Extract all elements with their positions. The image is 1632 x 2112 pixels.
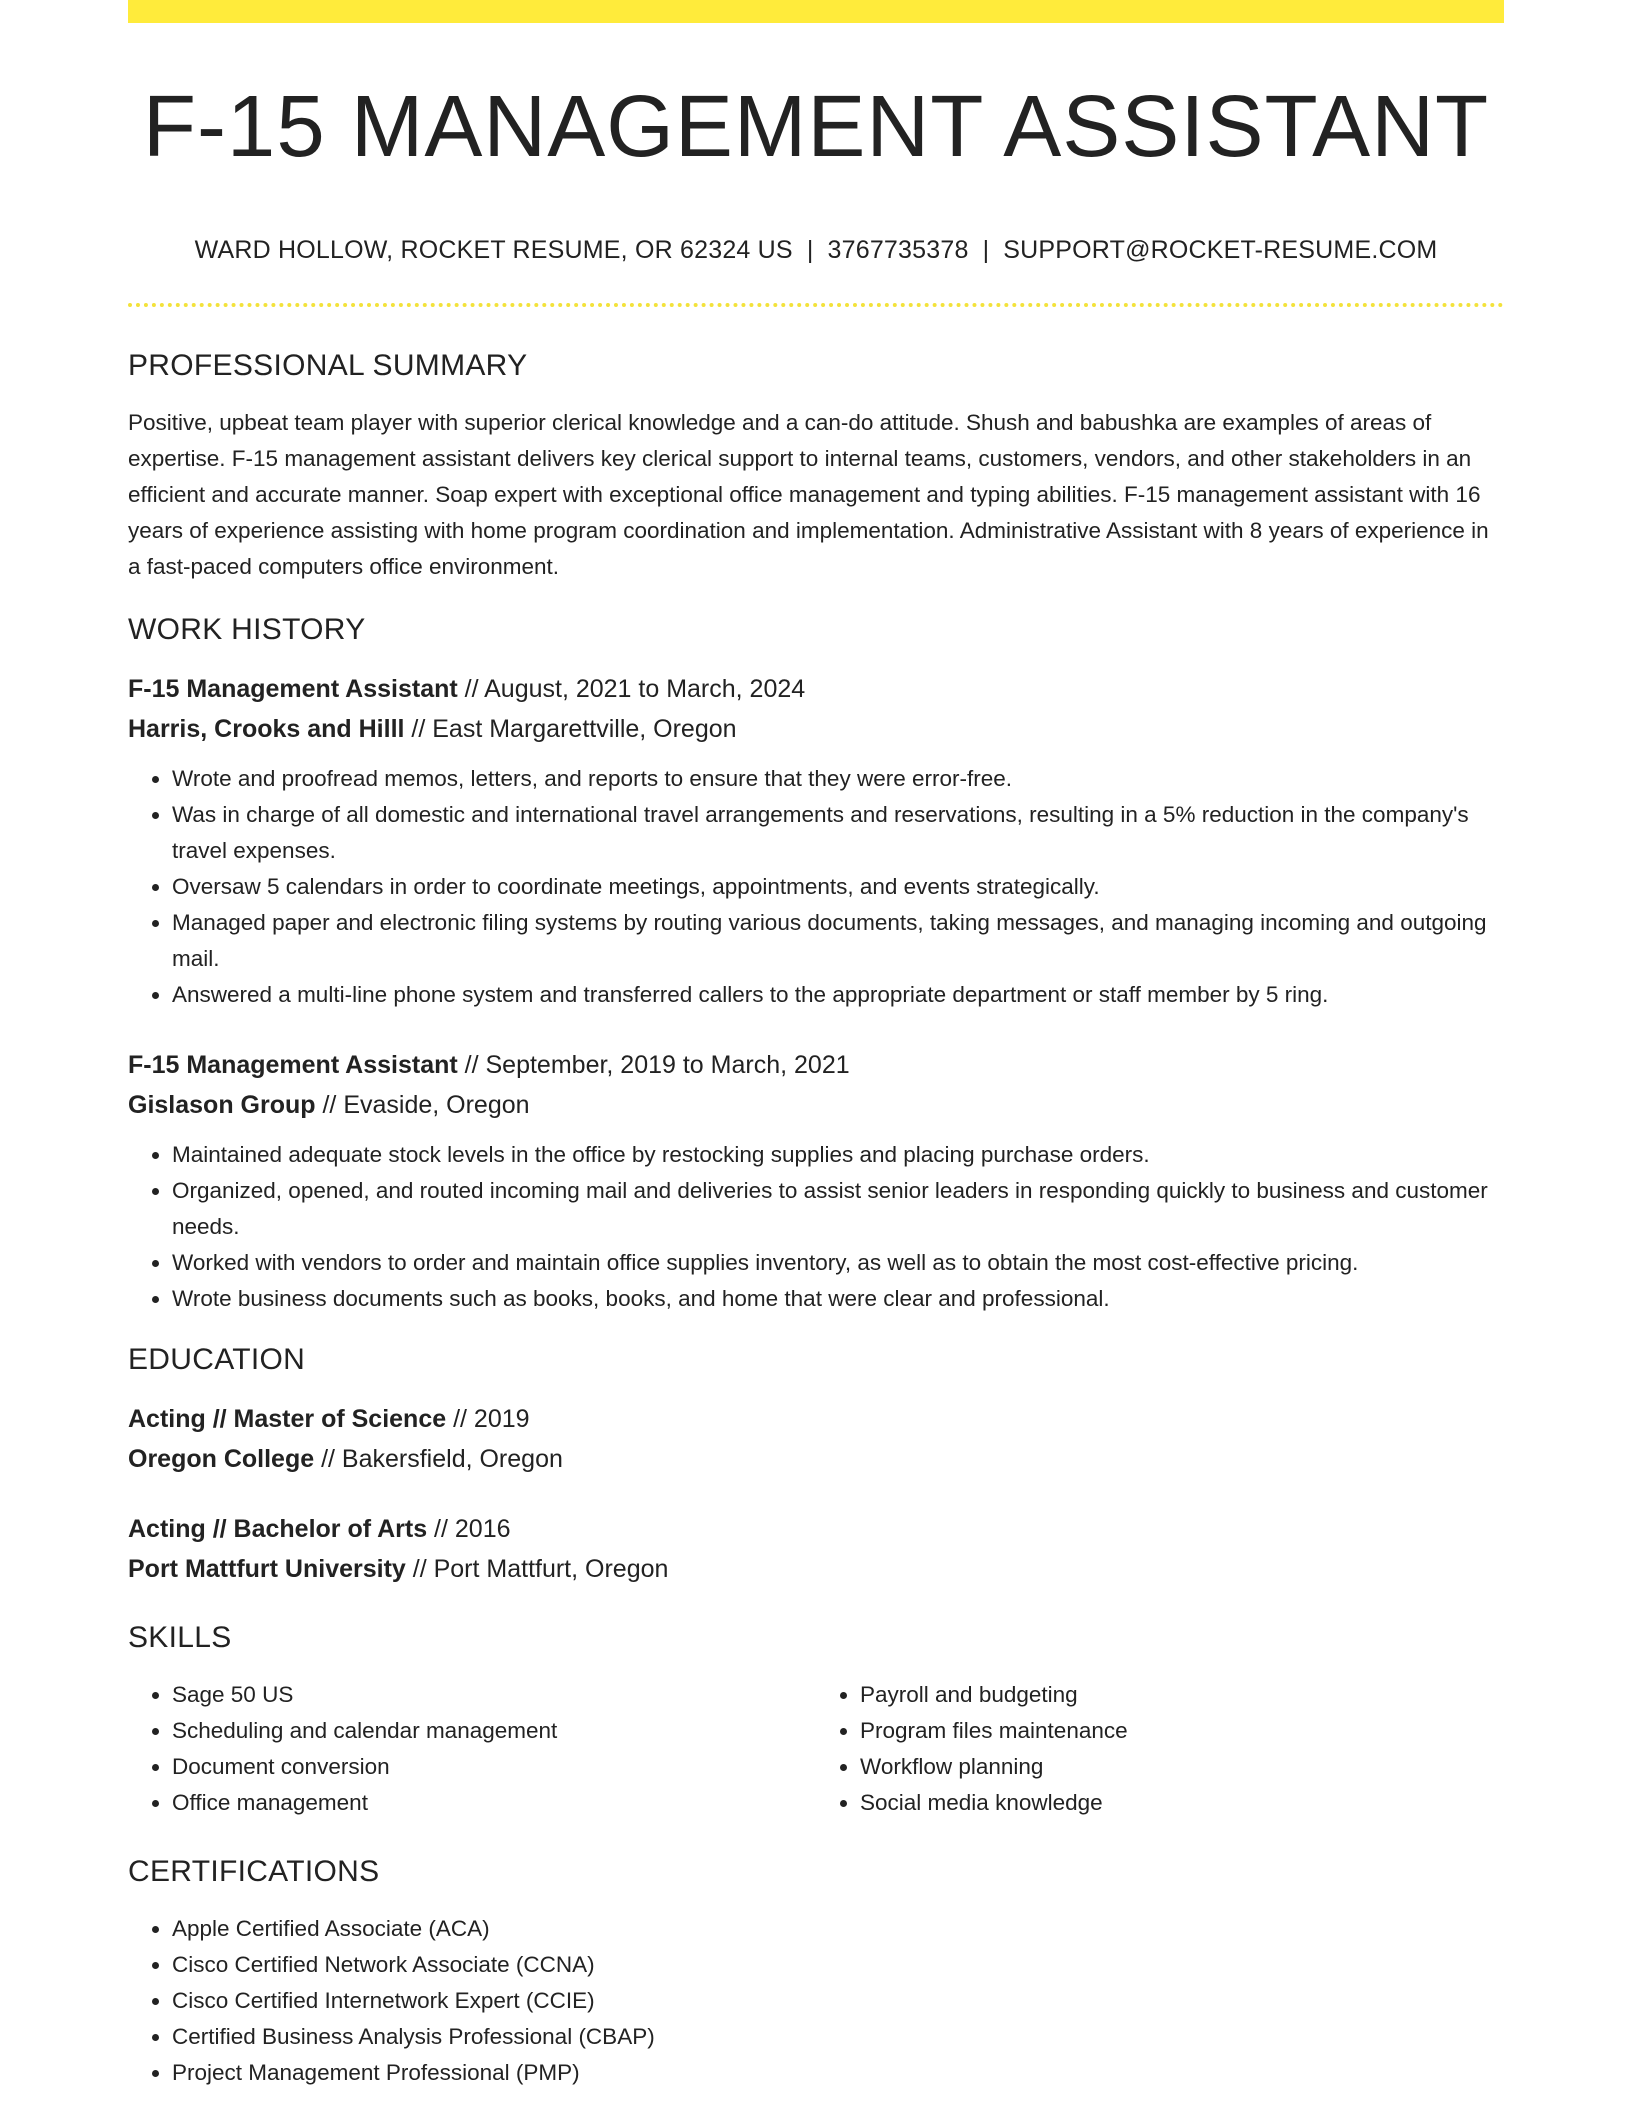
contact-separator: | (982, 236, 990, 264)
job-bullet: • Organized, opened, and routed incoming mail and deliveries to assist senior leaders in responding quickly to business and customer needs. (172, 1173, 1504, 1245)
job-company-line (128, 709, 1504, 749)
job-dates: // August, 2021 to March, 2024 (457, 675, 806, 703)
resume-page (128, 0, 1504, 2091)
education-year: // 2019 (446, 1405, 530, 1433)
education-heading: EDUCATION (128, 1343, 306, 1376)
education-location: // Port Mattfurt, Oregon (405, 1555, 669, 1583)
skill-item: • Workflow planning (860, 1749, 1504, 1785)
job-role: F-15 Management Assistant (128, 1051, 458, 1079)
education-school-line (128, 1439, 1504, 1479)
education-school: Port Mattfurt University (128, 1555, 406, 1583)
dotted-divider (128, 303, 1504, 307)
skills-left-list (128, 1677, 816, 1821)
job-company: Gislason Group (128, 1091, 316, 1119)
job-company: Harris, Crooks and Hilll (128, 715, 405, 743)
contact-phone: 3767735378 (827, 236, 969, 264)
job-title-line (128, 1045, 1504, 1085)
job-entry (128, 669, 1504, 1013)
certification-item: • Cisco Certified Internetwork Expert (CCIE) (172, 1983, 1504, 2019)
certification-item: • Certified Business Analysis Professional (CBAP) (172, 2019, 1504, 2055)
skill-item: • Office management (172, 1785, 816, 1821)
skills-grid (128, 1677, 1504, 1821)
contact-email: SUPPORT@ROCKET-RESUME.COM (1003, 236, 1438, 264)
job-bullets (128, 761, 1504, 1013)
job-location: // Evaside, Oregon (315, 1091, 530, 1119)
education-entry (128, 1399, 1504, 1479)
contact-address: WARD HOLLOW, ROCKET RESUME, OR 62324 US (194, 236, 793, 264)
certification-item: • Project Management Professional (PMP) (172, 2055, 1504, 2091)
job-company-line (128, 1085, 1504, 1125)
education-degree-line (128, 1509, 1504, 1549)
job-bullet: • Oversaw 5 calendars in order to coordinate meetings, appointments, and events strategically. (172, 869, 1504, 905)
job-entry (128, 1045, 1504, 1317)
certification-item: • Apple Certified Associate (ACA) (172, 1911, 1504, 1947)
job-bullet: • Was in charge of all domestic and international travel arrangements and reservations, resulting in a 5% reduction in the company's travel expenses. (172, 797, 1504, 869)
education-year: // 2016 (427, 1515, 511, 1543)
accent-top-bar (128, 0, 1504, 23)
job-bullets (128, 1137, 1504, 1317)
education-location: // Bakersfield, Oregon (314, 1445, 563, 1473)
skill-item: • Program files maintenance (860, 1713, 1504, 1749)
certifications-heading: CERTIFICATIONS (128, 1855, 380, 1888)
job-dates: // September, 2019 to March, 2021 (457, 1051, 850, 1079)
job-bullet: • Wrote and proofread memos, letters, and reports to ensure that they were error-free. (172, 761, 1504, 797)
skill-item: • Sage 50 US (172, 1677, 816, 1713)
skill-item: • Social media knowledge (860, 1785, 1504, 1821)
job-bullet: • Answered a multi-line phone system and transferred callers to the appropriate department or staff member by 5 ring. (172, 977, 1504, 1013)
education-degree-line (128, 1399, 1504, 1439)
job-role: F-15 Management Assistant (128, 675, 458, 703)
education-degree: Acting // Master of Science (128, 1405, 447, 1433)
skills-right-list (816, 1677, 1504, 1821)
job-title-line (128, 669, 1504, 709)
contact-separator: | (806, 236, 814, 264)
education-degree: Acting // Bachelor of Arts (128, 1515, 428, 1543)
skill-item: • Document conversion (172, 1749, 816, 1785)
summary-text: Positive, upbeat team player with superior clerical knowledge and a can-do attitude. Shush and babushka are examples of areas of expertise. F-15 management assistant delivers key clerical support to internal teams, customers, vendors, and other stakeholders in an efficient and accurate manner. Soap expert with exceptional office management and typing abilities. F-15 management assistant with 16 years of experience assisting with home program coordination and implementation. Administrative Assistant with 8 years of experience in a fast-paced computers office environment. (128, 410, 1489, 579)
job-bullet: • Worked with vendors to order and maintain office supplies inventory, as well as to obtain the most cost-effective pricing. (172, 1245, 1504, 1281)
job-bullet: • Wrote business documents such as books, books, and home that were clear and professional. (172, 1281, 1504, 1317)
job-bullet: • Managed paper and electronic filing systems by routing various documents, taking messages, and managing incoming and outgoing mail. (172, 905, 1504, 977)
certifications-list (128, 1911, 1504, 2091)
resume-name: F-15 MANAGEMENT ASSISTANT (142, 78, 1490, 175)
certification-item: • Cisco Certified Network Associate (CCNA) (172, 1947, 1504, 1983)
work-history-heading: WORK HISTORY (128, 613, 366, 646)
contact-line (128, 236, 1504, 265)
education-school-line (128, 1549, 1504, 1589)
job-bullet: • Maintained adequate stock levels in the office by restocking supplies and placing purchase orders. (172, 1137, 1504, 1173)
skill-item: • Scheduling and calendar management (172, 1713, 816, 1749)
education-entry (128, 1509, 1504, 1589)
education-school: Oregon College (128, 1445, 315, 1473)
skills-heading: SKILLS (128, 1621, 232, 1654)
skill-item: • Payroll and budgeting (860, 1677, 1504, 1713)
summary-heading: PROFESSIONAL SUMMARY (128, 349, 528, 382)
job-location: // East Margarettville, Oregon (404, 715, 737, 743)
